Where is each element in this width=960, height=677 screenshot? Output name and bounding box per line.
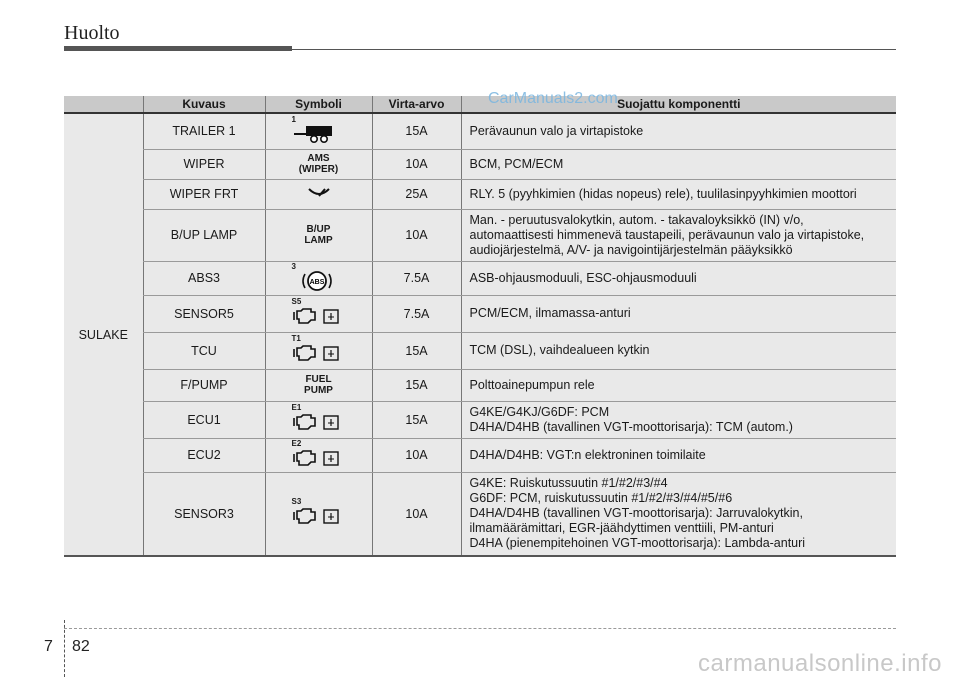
- cell-komponentti: [461, 438, 896, 472]
- symbol-tag: 3: [291, 261, 296, 271]
- component-line: automaattisesti himmenevä taustapeili, perävaunun valo ja virtapistoke,: [469, 227, 865, 242]
- symbol-text-line: (WIPER): [298, 164, 339, 175]
- cell-symboli: [265, 332, 372, 369]
- cell-virta-arvo: 15A: [372, 113, 461, 149]
- component-line: BCM, PCM/ECM: [469, 156, 564, 171]
- cell-virta-arvo: 10A: [372, 149, 461, 179]
- component-line: D4HA/D4HB (tavallinen VGT-moottorisarja): TCM (autom.): [469, 419, 793, 434]
- cell-virta-arvo: 15A: [372, 401, 461, 438]
- cell-symboli: [265, 179, 372, 209]
- cell-symboli: [265, 113, 372, 149]
- abs-icon-label: ABS: [309, 278, 324, 286]
- table-row: [64, 295, 896, 332]
- component-line: audiojärjestelmä, A/V- ja navigointijärjestelmän pääyksikkö: [469, 242, 793, 257]
- symbol-tag: E2: [291, 438, 302, 448]
- symbol-text-line: B/UP: [306, 224, 331, 235]
- cell-kuvaus: B/UP LAMP: [143, 209, 265, 261]
- cell-komponentti: [461, 295, 896, 332]
- cell-kuvaus: F/PUMP: [143, 369, 265, 401]
- cell-virta-arvo: 10A: [372, 209, 461, 261]
- cell-komponentti: [461, 332, 896, 369]
- symbol-tag: T1: [291, 334, 301, 343]
- table-row: [64, 438, 896, 472]
- component-line: TCM (DSL), vaihdealueen kytkin: [469, 343, 650, 357]
- table-row: [64, 179, 896, 209]
- component-line: PCM/ECM, ilmamassa-anturi: [469, 306, 631, 320]
- trailer-icon: [284, 115, 354, 145]
- component-line: G4KE: Ruiskutussuutin #1/#2/#3/#4: [469, 476, 668, 491]
- table-header-row: [64, 96, 896, 113]
- header-kuvaus: Kuvaus: [143, 96, 265, 113]
- cell-virta-arvo: 15A: [372, 369, 461, 401]
- cell-kuvaus: ABS3: [143, 261, 265, 295]
- engine-sensor-icon: [284, 334, 354, 364]
- table-row: [64, 209, 896, 261]
- cell-komponentti: [461, 209, 896, 261]
- cell-kuvaus: WIPER: [143, 149, 265, 179]
- cell-symboli: [265, 295, 372, 332]
- cell-virta-arvo: 10A: [372, 438, 461, 472]
- header-rule-thin: [292, 49, 896, 50]
- cell-komponentti: [461, 149, 896, 179]
- component-line: Perävaunun valo ja virtapistoke: [469, 123, 644, 138]
- cell-kuvaus: SENSOR5: [143, 295, 265, 332]
- component-line: Polttoainepumpun rele: [469, 377, 595, 392]
- section-title: Huolto: [64, 22, 120, 44]
- fuse-table: [64, 96, 896, 557]
- cell-virta-arvo: 15A: [372, 332, 461, 369]
- cell-kuvaus: TRAILER 1: [143, 113, 265, 149]
- symbol-text-line: PUMP: [304, 385, 333, 396]
- cell-kuvaus: ECU2: [143, 438, 265, 472]
- table-row: [64, 369, 896, 401]
- component-line: Man. - peruutusvalokytkin, autom. - takavaloyksikkö (IN) v/o,: [469, 212, 804, 227]
- header-group: [64, 96, 143, 113]
- table-row: [64, 401, 896, 438]
- table-row: [64, 261, 896, 295]
- symbol-text-line: AMS: [307, 153, 330, 164]
- symbol-text: [299, 153, 338, 175]
- top-watermark: CarManuals2.com: [488, 90, 618, 107]
- table-body: [64, 113, 896, 556]
- header-komponentti: Suojattu komponentti: [461, 96, 896, 113]
- cell-komponentti: [461, 261, 896, 295]
- header-symboli: Symboli: [265, 96, 372, 113]
- cell-komponentti: [461, 472, 896, 556]
- component-line: ilmamäärämittari, EGR-jäähdyttimen venttiili, PM-anturi: [469, 521, 774, 536]
- site-watermark: carmanualsonline.info: [698, 650, 942, 677]
- component-line: D4HA/D4HB (tavallinen VGT-moottorisarja): Jarruvalokytkin,: [469, 506, 803, 521]
- cell-symboli: [265, 261, 372, 295]
- cell-symboli: [265, 149, 372, 179]
- engine-sensor-icon: [284, 497, 354, 527]
- group-label: SULAKE: [64, 113, 143, 556]
- symbol-text: [304, 224, 332, 246]
- cell-komponentti: [461, 369, 896, 401]
- cell-symboli: [265, 401, 372, 438]
- cell-virta-arvo: 10A: [372, 472, 461, 556]
- engine-sensor-icon: [284, 403, 354, 433]
- cell-kuvaus: ECU1: [143, 401, 265, 438]
- table-row: [64, 113, 896, 149]
- table-row: [64, 332, 896, 369]
- engine-sensor-icon: [284, 297, 354, 327]
- abs-icon: [284, 262, 354, 292]
- cell-symboli: [265, 472, 372, 556]
- cell-komponentti: [461, 401, 896, 438]
- symbol-tag: E1: [291, 403, 302, 412]
- header-virta: Virta-arvo: [372, 96, 461, 113]
- symbol-text: [304, 374, 333, 396]
- symbol-text-line: LAMP: [304, 235, 333, 246]
- component-line: ASB-ohjausmoduuli, ESC-ohjausmoduuli: [469, 270, 697, 285]
- cell-symboli: [265, 369, 372, 401]
- component-line: G4KE/G4KJ/G6DF: PCM: [469, 404, 610, 419]
- cell-komponentti: [461, 113, 896, 149]
- footer-divider-horizontal: [64, 628, 896, 629]
- symbol-tag: 1: [291, 114, 296, 124]
- component-line: G6DF: PCM, ruiskutussuutin #1/#2/#3/#4/#5/#6: [469, 491, 733, 506]
- cell-kuvaus: WIPER FRT: [143, 179, 265, 209]
- cell-virta-arvo: 7.5A: [372, 261, 461, 295]
- component-line: D4HA/D4HB: VGT:n elektroninen toimilaite: [469, 447, 706, 462]
- cell-komponentti: [461, 179, 896, 209]
- page-number: 82: [72, 638, 90, 655]
- wiper-icon: [307, 186, 331, 200]
- cell-virta-arvo: 7.5A: [372, 295, 461, 332]
- header-rule-thick: [64, 46, 292, 51]
- symbol-tag: S3: [291, 497, 302, 507]
- chapter-number: 7: [44, 638, 53, 655]
- cell-symboli: [265, 209, 372, 261]
- cell-kuvaus: TCU: [143, 332, 265, 369]
- cell-kuvaus: SENSOR3: [143, 472, 265, 556]
- cell-virta-arvo: 25A: [372, 179, 461, 209]
- symbol-text-line: FUEL: [305, 374, 332, 385]
- engine-sensor-icon: [284, 439, 354, 469]
- component-line: RLY. 5 (pyyhkimien (hidas nopeus) rele), tuulilasinpyyhkimien moottori: [469, 186, 857, 201]
- symbol-tag: S5: [291, 297, 302, 306]
- component-line: D4HA (pienempitehoinen VGT-moottorisarja): Lambda-anturi: [469, 536, 806, 551]
- table-row: [64, 149, 896, 179]
- cell-symboli: [265, 438, 372, 472]
- table-row: [64, 472, 896, 556]
